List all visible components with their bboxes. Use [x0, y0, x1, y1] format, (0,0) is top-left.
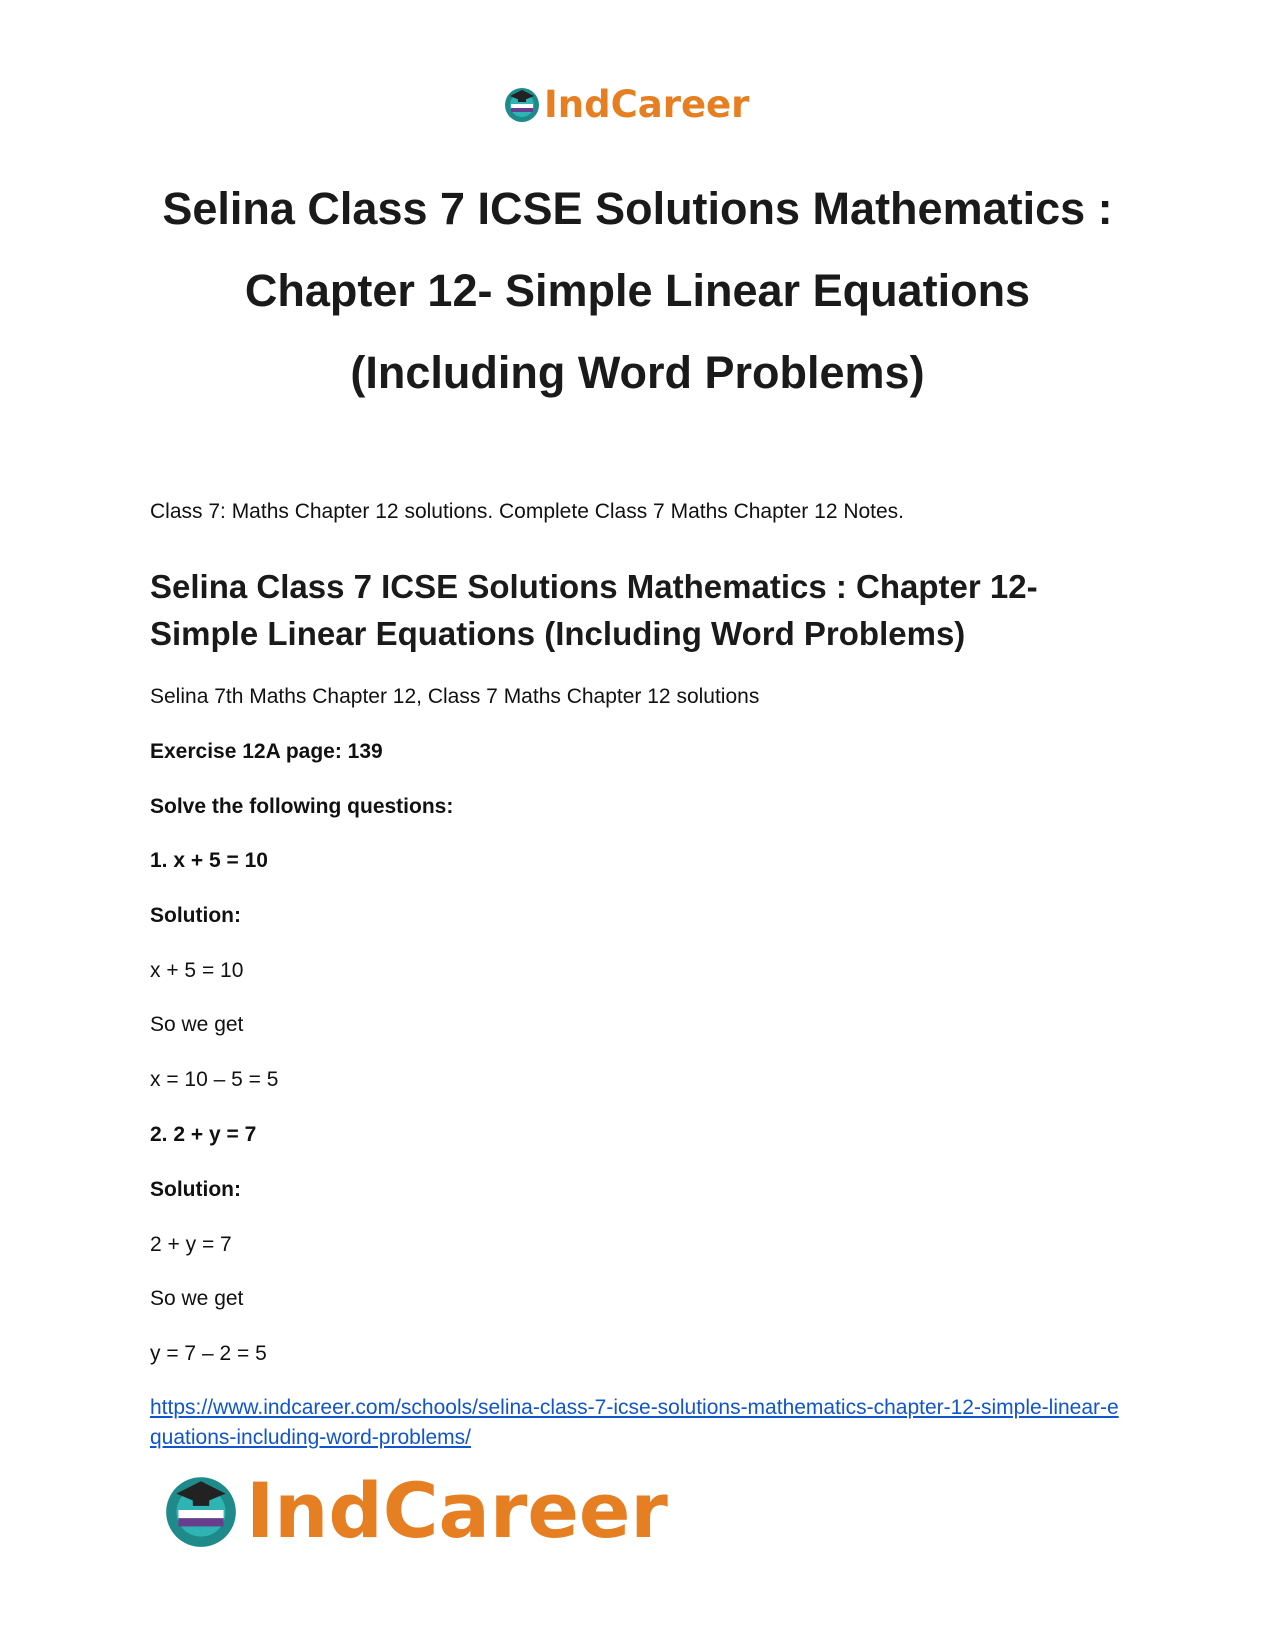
- logo-wordmark: IndCareer: [544, 82, 750, 126]
- graduation-globe-icon: [160, 1469, 242, 1551]
- indcareer-logo-top: [502, 78, 749, 130]
- q1-step-1: x + 5 = 10: [150, 959, 244, 982]
- graduation-globe-icon: [502, 84, 542, 124]
- title-line-1: Selina Class 7 ICSE Solutions Mathematics :: [162, 183, 1113, 234]
- title-line-3: (Including Word Problems): [350, 347, 925, 398]
- subtitle-text: Selina 7th Maths Chapter 12, Class 7 Maths Chapter 12 solutions: [150, 685, 760, 708]
- instruction-text: Solve the following questions:: [150, 795, 454, 818]
- exercise-heading: Exercise 12A page: 139: [150, 740, 383, 763]
- q1-step-2: So we get: [150, 1013, 244, 1036]
- q2-step-1: 2 + y = 7: [150, 1233, 232, 1256]
- indcareer-logo-bottom: [160, 1460, 668, 1560]
- intro-text: Class 7: Maths Chapter 12 solutions. Complete Class 7 Maths Chapter 12 Notes.: [150, 500, 905, 523]
- q2-step-3: y = 7 – 2 = 5: [150, 1342, 267, 1365]
- title-line-2: Chapter 12- Simple Linear Equations: [244, 265, 1031, 316]
- q1-step-3: x = 10 – 5 = 5: [150, 1068, 279, 1091]
- solution-label-1: Solution:: [150, 904, 241, 927]
- section-heading: Selina Class 7 ICSE Solutions Mathematics : Chapter 12- Simple Linear Equations (Including Word Problems): [150, 568, 1038, 652]
- q2-step-2: So we get: [150, 1287, 244, 1310]
- footer-link[interactable]: https://www.indcareer.com/schools/selina-class-7-icse-solutions-mathematics-chapter-12-simple-linear-equations-including-word-problems/: [150, 1396, 1119, 1449]
- page-title: [140, 168, 1135, 414]
- question-2: 2. 2 + y = 7: [150, 1123, 257, 1146]
- question-1: 1. x + 5 = 10: [150, 849, 268, 872]
- logo-wordmark: IndCareer: [246, 1465, 668, 1555]
- solution-label-2: Solution:: [150, 1178, 241, 1201]
